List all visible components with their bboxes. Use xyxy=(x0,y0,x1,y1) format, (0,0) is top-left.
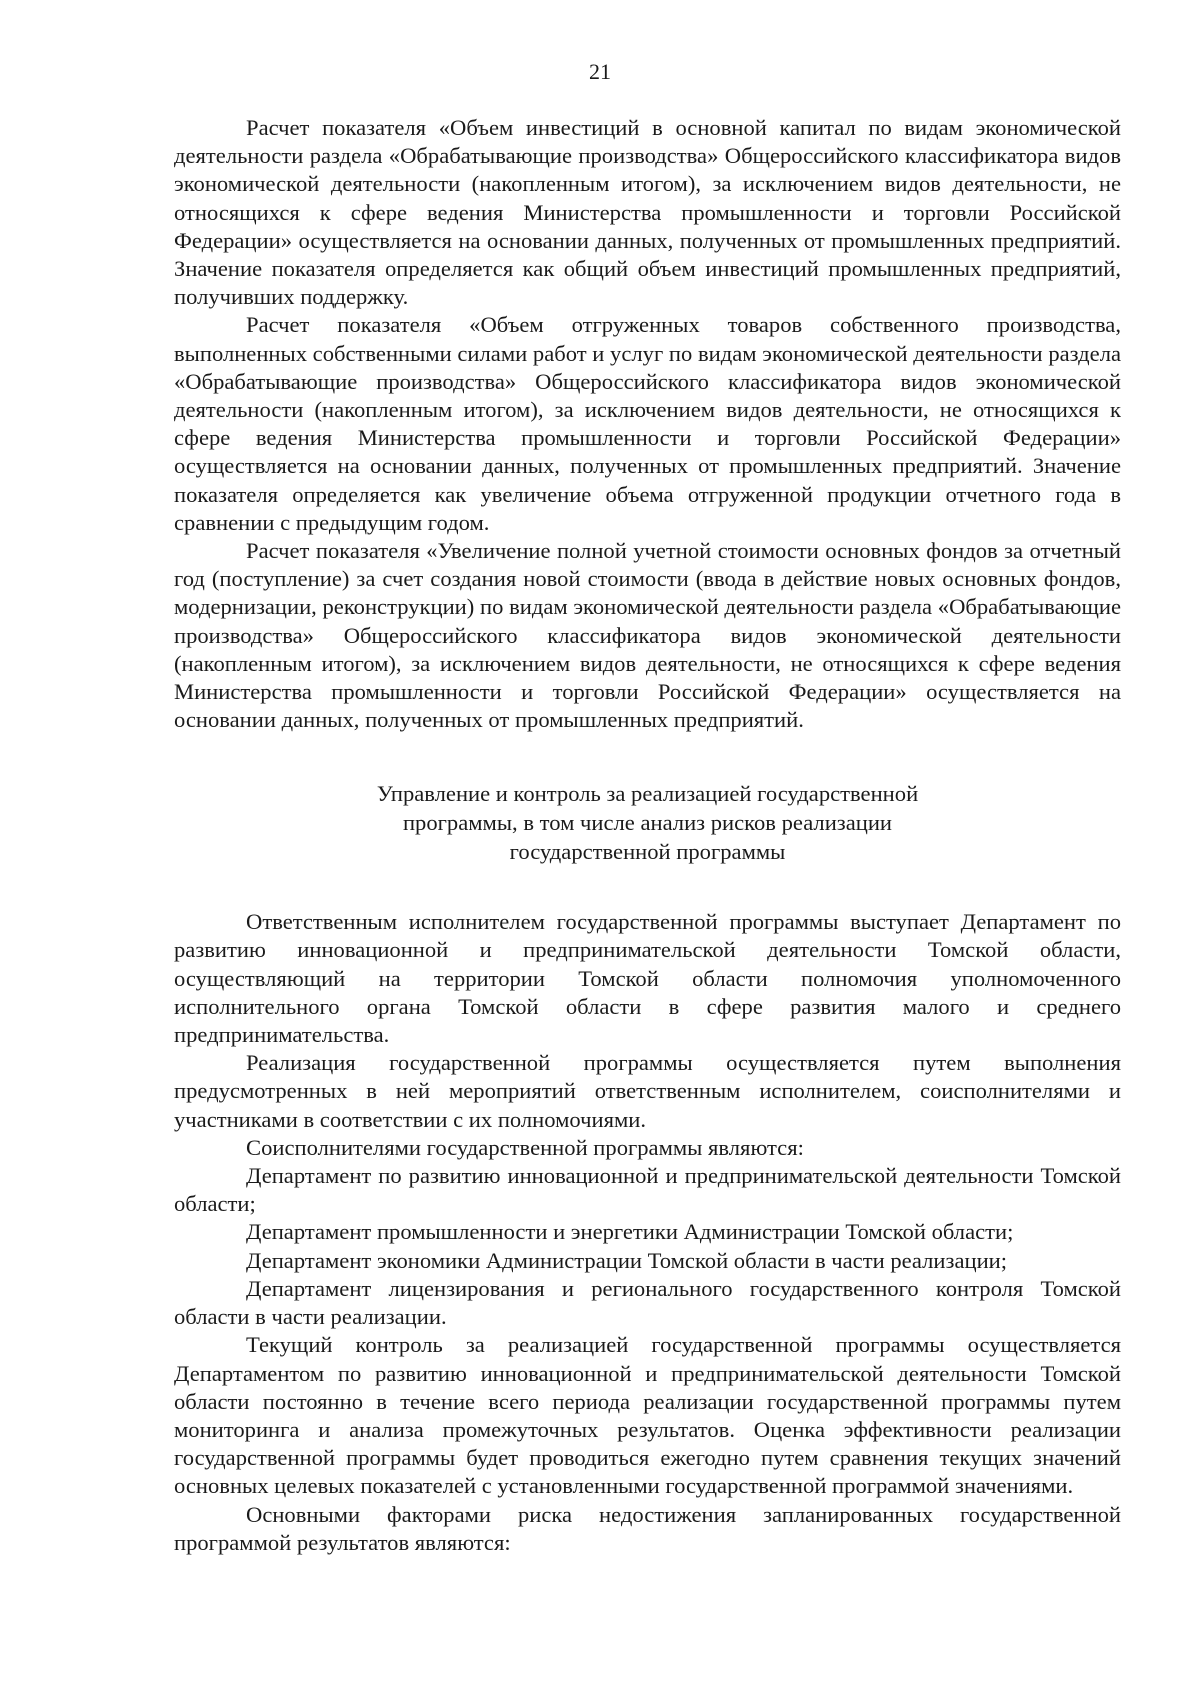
paragraph-current-control: Текущий контроль за реализацией государственной программы осуществляется Департаментом по развитию инновационной и предпринимательской деятельности Томской области постоянно в течение всего периода реализации государственной программы путем мониторинга и анализа промежуточных результатов. Оценка эффективности реализации государственной программы будет проводиться ежегодно путем сравнения текущих значений основных целевых показателей с установленными государственной программой значениями. xyxy=(174,1332,1121,1499)
paragraph-shipped-goods-indicator: Расчет показателя «Объем отгруженных товаров собственного производства, выполненных собственными силами работ и услуг по видам экономической деятельности раздела «Обрабатывающие производства» Общероссийского классификатора видов экономической деятельности (накопленным итогом), за исключением видов деятельности, не относящихся к сфере ведения Министерства промышленности и торговли Российской Федерации» осуществляется на основании данных, полученных от промышленных предприятий. Значение показателя определяется как увеличение объема отгруженной продукции отчетного года в сравнении с предыдущим годом. xyxy=(174,312,1121,535)
list-item-co-executor: Департамент лицензирования и регионального государственного контроля Томской области в части реализации. xyxy=(174,1275,1121,1330)
paragraph-investment-indicator: Расчет показателя «Объем инвестиций в основной капитал по видам экономической деятельности раздела «Обрабатывающие производства» Общероссийского классификатора видов экономической деятельности (накопленным итогом), за исключением видов деятельности, не относящихся к сфере ведения Министерства промышленности и торговли Российской Федерации» осуществляется на основании данных, полученных от промышленных предприятий. Значение показателя определяется как общий объем инвестиций промышленных предприятий, получивших поддержку. xyxy=(174,115,1121,310)
section-heading-line: государственной программы xyxy=(509,838,786,864)
page-number: 21 xyxy=(589,59,611,84)
section-heading-line: Управление и контроль за реализацией государственной xyxy=(376,781,919,807)
paragraph-fixed-assets-indicator: Расчет показателя «Увеличение полной учетной стоимости основных фондов за отчетный год (поступление) за счет создания новой стоимости (ввода в действие новых основных фондов, модернизации, реконструкции) по видам экономической деятельности раздела «Обрабатывающие производства» Общероссийского классификатора видов экономической деятельности (накопленным итогом), за исключением видов деятельности, не относящихся к сфере ведения Министерства промышленности и торговли Российской Федерации» осуществляется на основании данных, полученных от промышленных предприятий. xyxy=(174,538,1121,733)
paragraph-responsible-executor: Ответственным исполнителем государственной программы выступает Департамент по развитию инновационной и предпринимательской деятельности Томской области, осуществляющий на территории Томской области полномочия уполномоченного исполнительного органа Томской области в сфере развития малого и среднего предпринимательства. xyxy=(174,909,1121,1048)
paragraph-co-executors-intro: Соисполнителями государственной программы являются: xyxy=(246,1134,804,1160)
paragraph-risk-factors: Основными факторами риска недостижения запланированных государственной программой результатов являются: xyxy=(174,1501,1121,1555)
list-item-co-executor: Департамент по развитию инновационной и предпринимательской деятельности Томской области; xyxy=(174,1163,1121,1217)
list-item-co-executor: Департамент экономики Администрации Томской области в части реализации; xyxy=(246,1247,1008,1273)
document-body xyxy=(174,114,1121,1557)
section-heading-line: программы, в том числе анализ рисков реализации xyxy=(402,810,893,836)
list-item-co-executor: Департамент промышленности и энергетики Администрации Томской области; xyxy=(246,1219,1014,1245)
section-heading xyxy=(174,780,1121,866)
paragraph-program-implementation: Реализация государственной программы осуществляется путем выполнения предусмотренных в ней мероприятий ответственным исполнителем, соисполнителями и участниками в соответствии с их полномочиями. xyxy=(174,1050,1121,1132)
